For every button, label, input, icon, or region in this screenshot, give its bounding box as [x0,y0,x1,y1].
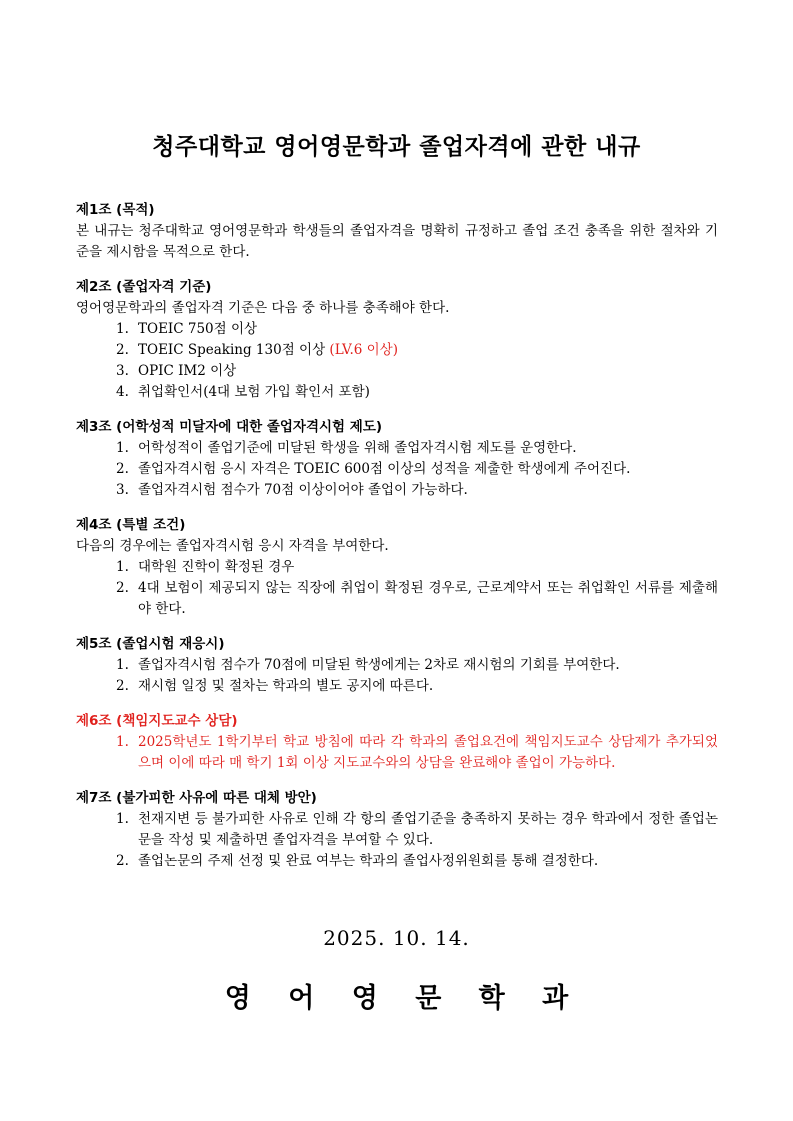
article-list [76,655,718,697]
list-item [76,438,718,459]
item-number: 1. [116,440,129,456]
article-3 [76,417,718,501]
item-text: OPIC IM2 이상 [138,363,237,379]
article-2 [76,277,718,403]
list-item [76,340,718,361]
item-text: 졸업자격시험 점수가 70점에 미달된 학생에게는 2차로 재시험의 기회를 부여한다. [138,657,620,673]
list-item [76,319,718,340]
article-list [76,557,718,620]
article-title: 제4조 (특별 조건) [76,517,186,533]
item-text: 졸업자격시험 응시 자격은 TOEIC 600점 이상의 성적을 제출한 학생에게 주어진다. [138,461,631,477]
article-list [76,809,718,872]
article-title: 제7조 (불가피한 사유에 따른 대체 방안) [76,790,317,806]
article-list [76,732,718,774]
item-number: 1. [116,811,129,827]
article-5 [76,634,718,697]
list-item [76,851,718,872]
article-title: 제3조 (어학성적 미달자에 대한 졸업자격시험 제도) [76,419,383,435]
article-text: 본 내규는 청주대학교 영어영문학과 학생들의 졸업자격을 명확히 규정하고 졸업 조건 충족을 위한 절차와 기준을 제시함을 목적으로 한다. [76,223,718,260]
item-text: 어학성적이 졸업기준에 미달된 학생을 위해 졸업자격시험 제도를 운영한다. [138,440,577,456]
item-number: 1. [116,321,129,337]
list-item [76,480,718,501]
article-7 [76,788,718,872]
item-text: 천재지변 등 불가피한 사유로 인해 각 항의 졸업기준을 충족하지 못하는 경우 학과에서 정한 졸업논문을 작성 및 제출하면 졸업자격을 부여할 수 있다. [138,811,718,848]
department-name: 영 어 영 문 학 과 [224,983,583,1014]
article-title: 제5조 (졸업시험 재응시) [76,636,225,652]
article-text: 다음의 경우에는 졸업자격시험 응시 자격을 부여한다. [76,538,389,554]
item-text: TOEIC 750점 이상 [138,321,258,337]
list-item [76,578,718,620]
item-number: 2. [116,853,129,869]
document-date: 2025. 10. 14. [323,926,470,950]
item-number: 2. [116,580,129,596]
article-list [76,438,718,501]
item-number: 3. [116,482,129,498]
item-number: 3. [116,363,129,379]
item-text: 대학원 진학이 확정된 경우 [138,559,295,575]
list-item [76,361,718,382]
item-text: 졸업자격시험 점수가 70점 이상이어야 졸업이 가능하다. [138,482,468,498]
item-number: 2. [116,342,129,358]
item-number: 1. [116,559,129,575]
item-note: (LV.6 이상) [329,342,398,358]
article-6 [76,711,718,774]
item-number: 1. [116,657,129,673]
item-text: 졸업논문의 주제 선정 및 완료 여부는 학과의 졸업사정위원회를 통해 결정한다. [138,853,599,869]
item-text: 재시험 일정 및 절차는 학과의 별도 공지에 따른다. [138,678,434,694]
item-number: 4. [116,384,129,400]
list-item [76,459,718,480]
article-1 [76,200,718,263]
list-item [76,732,718,774]
article-title: 제6조 (책임지도교수 상담) [76,713,238,729]
document-body [76,200,718,886]
item-number: 2. [116,678,129,694]
item-text: 4대 보험이 제공되지 않는 직장에 취업이 확정된 경우로, 근로계약서 또는 취업확인 서류를 제출해야 한다. [138,580,718,617]
item-text: 취업확인서(4대 보험 가입 확인서 포함) [138,384,370,400]
article-list [76,319,718,403]
list-item [76,382,718,403]
list-item [76,676,718,697]
article-title: 제2조 (졸업자격 기준) [76,279,212,295]
document-title: 청주대학교 영어영문학과 졸업자격에 관한 내규 [152,134,641,160]
item-number: 1. [116,734,129,750]
item-text: TOEIC Speaking 130점 이상 [138,342,326,358]
item-text: 2025학년도 1학기부터 학교 방침에 따라 각 학과의 졸업요건에 책임지도교수 상담제가 추가되었으며 이에 따라 매 학기 1회 이상 지도교수와의 상담을 완료해야 졸업이 가능하다. [138,734,718,771]
article-4 [76,515,718,620]
list-item [76,557,718,578]
list-item [76,655,718,676]
article-text: 영어영문학과의 졸업자격 기준은 다음 중 하나를 충족해야 한다. [76,300,450,316]
article-title: 제1조 (목적) [76,202,155,218]
item-number: 2. [116,461,129,477]
list-item [76,809,718,851]
